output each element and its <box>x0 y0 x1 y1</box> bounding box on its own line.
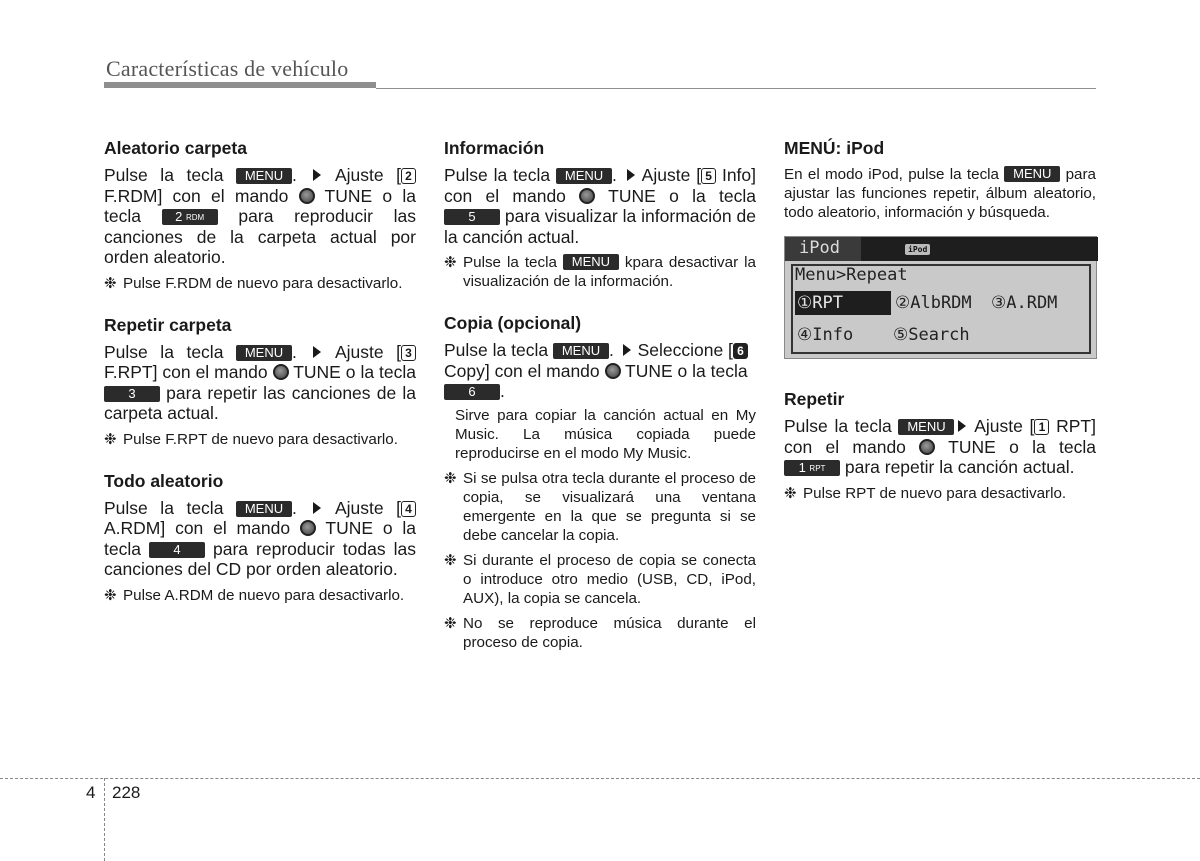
header-title: Características de vehículo <box>106 56 349 81</box>
section-heading: Copia (opcional) <box>444 313 582 333</box>
arrow-right-icon <box>627 169 635 181</box>
note: ❉ Pulse F.RPT de nuevo para desactivarlo. <box>104 430 398 448</box>
note: ❉ No se reproduce música durante el proceso de copia. <box>444 614 756 651</box>
section-heading: Repetir carpeta <box>104 314 232 335</box>
screen-title-bar <box>785 237 1098 261</box>
section-repetir-carpeta <box>104 315 416 449</box>
copy-description: Sirve para copiar la canción actual en My Music. La música copiada puede reproducirse en el modo My Music. <box>455 406 756 462</box>
section-heading: Información <box>444 138 545 158</box>
header-rule-thick <box>104 82 376 88</box>
note-mark-icon: ❉ <box>784 484 797 502</box>
key-1-rpt: 1 RPT <box>784 460 840 476</box>
section-body: Pulse la tecla MENU . Ajuste [ 3 F.RPT] con el mando TUNE o la tecla 3 para repetir las canciones de la carpeta actual. <box>104 341 416 423</box>
section-body: En el modo iPod, pulse la tecla MENU para ajustar las funciones repetir, álbum aleatorio, todo aleatorio, información y búsqueda. <box>784 166 1096 221</box>
note-mark-icon: ❉ <box>444 469 457 487</box>
section-heading: Repetir <box>784 389 845 409</box>
footer-divider <box>0 778 1200 779</box>
key-6: 6 <box>444 384 500 400</box>
screen-path: Menu>Repeat <box>795 265 908 285</box>
column-right <box>784 138 1096 525</box>
note-mark-icon: ❉ <box>104 586 117 604</box>
column-left <box>104 138 416 627</box>
note-mark-icon: ❉ <box>444 614 457 632</box>
note-mark-icon: ❉ <box>104 430 117 448</box>
tune-knob-icon <box>605 363 621 379</box>
note: ❉ Si se pulsa otra tecla durante el proceso de copia, se visualizará una ventana emergente en la que se pregunta si se debe cancelar la copia. <box>444 469 756 544</box>
menu-key: MENU <box>556 168 612 184</box>
ipod-badge: iPod <box>905 244 930 255</box>
tune-knob-icon <box>579 188 595 204</box>
menu-key: MENU <box>236 345 292 361</box>
note-mark-icon: ❉ <box>444 551 457 569</box>
key-5: 5 <box>444 209 500 225</box>
section-body: Pulse la tecla MENU . Ajuste [ 5 Info] con el mando TUNE o la tecla 5 para visualizar la información de la canción actual. <box>444 165 757 247</box>
option-albrdm: ②AlbRDM <box>895 293 972 313</box>
num-4-icon: 4 <box>401 501 416 517</box>
screen-title: iPod <box>799 238 840 258</box>
arrow-right-icon <box>313 346 321 358</box>
section-heading: Aleatorio carpeta <box>104 138 247 158</box>
section-body: Pulse la tecla MENU Ajuste [ 1 RPT] con el mando TUNE o la tecla 1 RPT para repetir la canción actual. <box>784 416 1096 477</box>
arrow-right-icon <box>313 502 321 514</box>
ipod-menu-screen <box>784 236 1097 359</box>
menu-key: MENU <box>236 168 292 184</box>
section-body: Pulse la tecla MENU . Ajuste [ 2 F.RDM] con el mando TUNE o la tecla 2 RDM para reproducir las canciones de la carpeta actual por orden aleatorio. <box>104 165 417 267</box>
num-5-icon: 5 <box>701 168 716 184</box>
option-info: ④Info <box>797 325 854 345</box>
footer-vertical-divider <box>104 778 105 861</box>
section-copia <box>444 313 756 652</box>
arrow-right-icon <box>958 420 966 432</box>
chapter-number: 4 <box>86 783 96 802</box>
section-todo-aleatorio <box>104 471 416 605</box>
num-1-icon: 1 <box>1034 419 1049 435</box>
menu-key: MENU <box>236 501 292 517</box>
num-6-icon: 6 <box>733 343 748 359</box>
page-number: 228 <box>112 783 141 802</box>
section-heading: MENÚ: iPod <box>784 138 885 158</box>
section-heading: Todo aleatorio <box>104 470 224 491</box>
note: ❉ Pulse A.RDM de nuevo para desactivarlo. <box>104 586 405 604</box>
note: ❉ Pulse la tecla MENU kpara desactivar la visualización de la información. <box>444 254 756 290</box>
section-informacion <box>444 138 756 291</box>
note-mark-icon: ❉ <box>444 254 457 271</box>
column-middle <box>444 138 756 674</box>
option-search: ⑤Search <box>893 325 970 345</box>
note: ❉ Pulse F.RDM de nuevo para desactivarlo. <box>104 274 403 292</box>
key-4: 4 <box>149 542 205 558</box>
section-body: Pulse la tecla MENU . Seleccione [ 6Copy] con el mando TUNE o la tecla 6 . <box>444 340 748 401</box>
section-repetir <box>784 389 1096 503</box>
key-3: 3 <box>104 386 160 402</box>
section-aleatorio-carpeta <box>104 138 416 293</box>
arrow-right-icon <box>623 344 631 356</box>
tune-knob-icon <box>919 439 935 455</box>
note: ❉ Si durante el proceso de copia se conecta o introduce otro medio (USB, CD, iPod, AUX), la copia se cancela. <box>444 551 756 607</box>
note-mark-icon: ❉ <box>104 274 117 292</box>
option-ardm: ③A.RDM <box>991 293 1058 313</box>
header-rule-thin <box>376 88 1096 89</box>
key-2-rdm: 2 RDM <box>162 209 218 225</box>
section-menu-ipod <box>784 138 1096 359</box>
tune-knob-icon <box>273 364 289 380</box>
menu-key: MENU <box>1004 166 1060 182</box>
num-2-icon: 2 <box>401 168 416 184</box>
note: ❉ Pulse RPT de nuevo para desactivarlo. <box>784 484 1067 502</box>
menu-key: MENU <box>553 343 609 359</box>
section-body: Pulse la tecla MENU . Ajuste [ 4 A.RDM] con el mando TUNE o la tecla 4 para reproducir todas las canciones del CD por orden aleatorio. <box>104 497 417 579</box>
arrow-right-icon <box>313 169 321 181</box>
tune-knob-icon <box>299 188 315 204</box>
option-rpt: ①RPT <box>797 293 843 313</box>
num-3-icon: 3 <box>401 345 416 361</box>
tune-knob-icon <box>300 520 316 536</box>
menu-key: MENU <box>898 419 954 435</box>
menu-key: MENU <box>563 254 619 270</box>
